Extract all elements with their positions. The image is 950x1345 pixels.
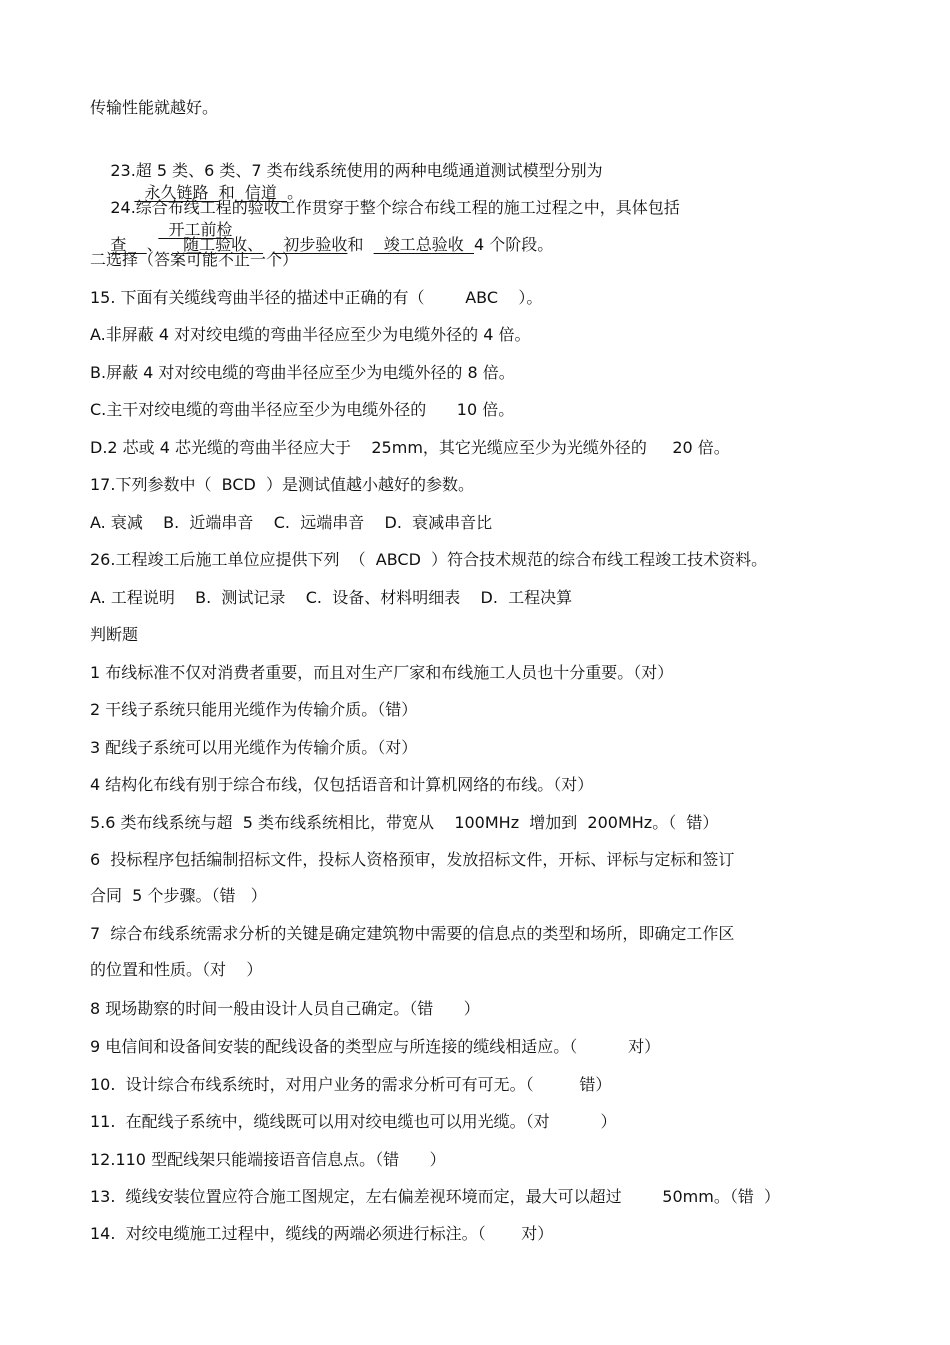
q23-suffix: 。: [287, 183, 304, 202]
q23-mid: 和: [218, 183, 235, 202]
judge-item-7-line-1: 7 综合布线系统需求分析的关键是确定建筑物中需要的信息点的类型和场所，即确定工作区: [90, 924, 735, 943]
judge-item-6-line-1: 6 投标程序包括编制招标文件，投标人资格预审，发放招标文件，开标、评标与定标和签订: [90, 850, 735, 869]
q24-blank-start: 开工前检: [158, 220, 233, 239]
judge-item-5: 5.6 类布线系统与超 5 类布线系统相比，带宽从 100MHz 增加到 200MHz。（ 错）: [90, 813, 719, 832]
q23-prefix: 23.超 5 类、6 类、7 类布线系统使用的两种电缆通道测试模型分别为: [110, 161, 603, 180]
q24-text: 24.综合布线工程的验收工作贯穿于整个综合布线工程的施工过程之中，具体包括: [110, 198, 680, 217]
q23-blank-1: 永久链路: [134, 183, 219, 202]
judge-item-12: 12.110 型配线架只能端接语音信息点。（错 ）: [90, 1150, 446, 1169]
q15-option-b: B.屏蔽 4 对对绞电缆的弯曲半径应至少为电缆外径的 8 倍。: [90, 363, 515, 382]
judge-item-9: 9 电信间和设备间安装的配线设备的类型应与所连接的缆线相适应。（ 对）: [90, 1037, 661, 1056]
q24-seg-2: 随工验收、: [172, 235, 264, 254]
q24-seg-6: 竣工总验收: [373, 235, 474, 254]
judge-item-13: 13. 缆线安装位置应符合施工图规定，左右偏差视环境而定，最大可以超过 50mm。（错 ）: [90, 1187, 781, 1206]
judge-item-2: 2 干线子系统只能用光缆作为传输介质。（错）: [90, 700, 418, 719]
q15-option-c: C.主干对绞电缆的弯曲半径应至少为电缆外径的 10 倍。: [90, 400, 515, 419]
q24-seg-7: 4 个阶段。: [473, 235, 554, 254]
q26-options: A. 工程说明 B. 测试记录 C. 设备、材料明细表 D. 工程决算: [90, 588, 573, 607]
judge-item-6-line-2: 合同 5 个步骤。（错 ）: [90, 886, 267, 905]
q15-option-a: A.非屏蔽 4 对对绞电缆的弯曲半径应至少为电缆外径的 4 倍。: [90, 325, 531, 344]
section-heading-choice: 二选择（答案可能不止一个）: [90, 250, 299, 269]
q17-question: 17.下列参数中（ BCD ）是测试值越小越好的参数。: [90, 475, 474, 494]
judge-item-11: 11. 在配线子系统中，缆线既可以用对绞电缆也可以用光缆。（对 ）: [90, 1112, 617, 1131]
judge-item-1: 1 布线标准不仅对消费者重要，而且对生产厂家和布线施工人员也十分重要。（对）: [90, 663, 674, 682]
judge-item-10: 10. 设计综合布线系统时，对用户业务的需求分析可有可无。（ 错）: [90, 1075, 612, 1094]
q24-seg-1: 、: [146, 235, 173, 254]
judge-item-14: 14. 对绞电缆施工过程中，缆线的两端必须进行标注。（ 对）: [90, 1224, 554, 1243]
q24-seg-5: 和: [347, 235, 374, 254]
q17-options: A. 衰减 B. 近端串音 C. 远端串音 D. 衰减串音比: [90, 513, 493, 532]
q23-blank-2: 信道: [234, 183, 288, 202]
judge-item-4: 4 结构化布线有别于综合布线，仅包括语音和计算机网络的布线。（对）: [90, 775, 594, 794]
section-heading-judgement: 判断题: [90, 625, 139, 644]
text-line-1: 传输性能就越好。: [90, 98, 219, 117]
judge-item-3: 3 配线子系统可以用光缆作为传输介质。（对）: [90, 738, 418, 757]
q24-seg-4: 初步验收: [273, 235, 348, 254]
q26-question: 26.工程竣工后施工单位应提供下列 （ ABCD ）符合技术规范的综合布线工程竣工技术资料。: [90, 550, 768, 569]
q15-option-d: D.2 芯或 4 芯光缆的弯曲半径应大于 25mm，其它光缆应至少为光缆外径的 20 倍。: [90, 438, 730, 457]
q24-seg-0: 查: [110, 235, 147, 254]
judge-item-7-line-2: 的位置和性质。（对 ）: [90, 960, 263, 979]
judge-item-8: 8 现场勘察的时间一般由设计人员自己确定。（错 ）: [90, 999, 480, 1018]
q15-question: 15. 下面有关缆线弯曲半径的描述中正确的有（ ABC ）。: [90, 288, 543, 307]
